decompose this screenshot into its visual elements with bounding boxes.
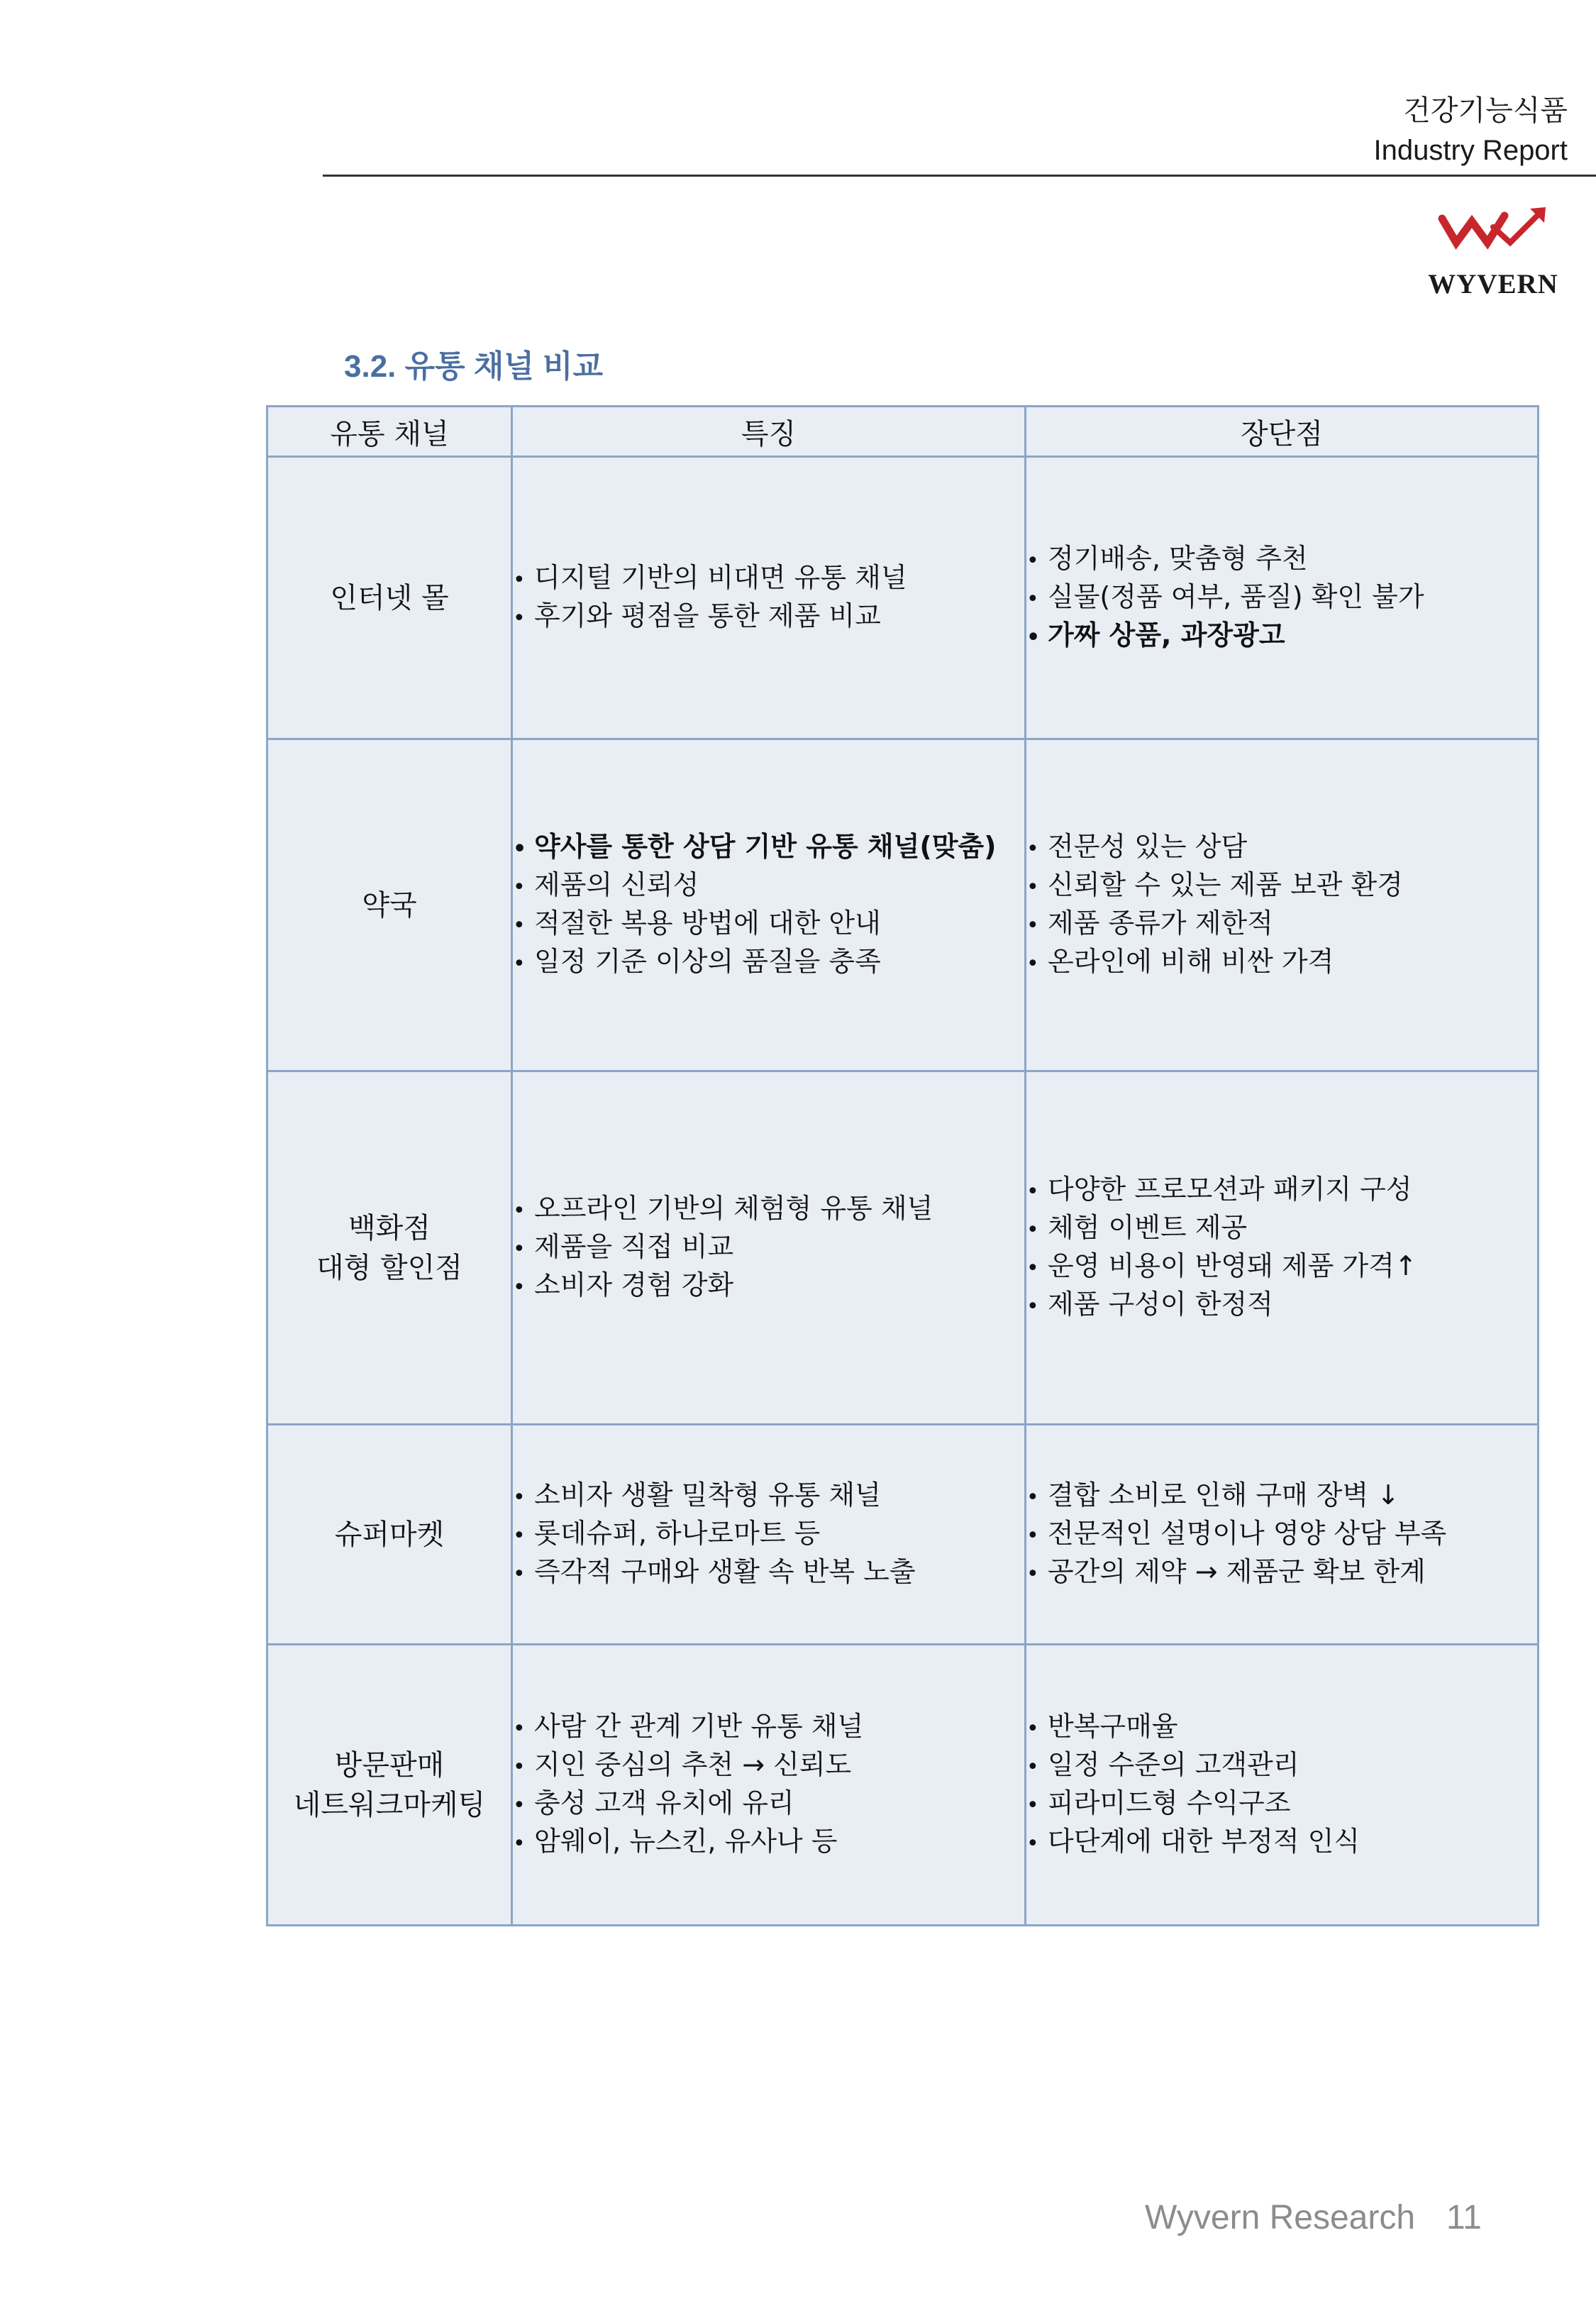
features-cell [512, 1425, 1026, 1645]
bullet-text: 소비자 생활 밀착형 유통 채널 [534, 1479, 881, 1511]
bullet-text: 일정 수준의 고객관리 [1048, 1748, 1299, 1780]
bullet-item [513, 560, 1024, 598]
table-row [267, 1645, 1539, 1926]
logo-wordmark: WYVERN [1428, 269, 1558, 299]
bullet-item [1026, 1248, 1537, 1286]
channel-name-line: 백화점 [348, 1211, 431, 1245]
channel-cell [267, 457, 512, 739]
bullet-list [513, 560, 1024, 636]
bullet-item [513, 1554, 1024, 1592]
bullet-list [1026, 829, 1537, 982]
bullet-list [1026, 1709, 1537, 1862]
report-header [1374, 91, 1568, 170]
bullet-text: 실물(정품 여부, 품질) 확인 불가 [1048, 580, 1424, 612]
bullet-list [513, 1477, 1024, 1592]
bullet-item [1026, 905, 1537, 944]
bullet-text: 정기배송, 맞춤형 추천 [1048, 542, 1308, 574]
bullet-item [1026, 1824, 1537, 1862]
bullet-text: 일정 기준 이상의 품질을 충족 [534, 945, 881, 977]
wyvern-logo [1415, 206, 1571, 305]
bullet-item [1026, 944, 1537, 982]
bullet-item [1026, 1785, 1537, 1824]
bullet-item [1026, 1171, 1537, 1210]
distribution-channel-table [266, 405, 1539, 1926]
column-header-channel: 유통 채널 [267, 407, 512, 457]
bullet-list [513, 1191, 1024, 1306]
bullet-text: 다양한 프로모션과 패키지 구성 [1048, 1173, 1412, 1205]
pros-cons-cell [1026, 1645, 1539, 1926]
footer-brand: Wyvern Research [1145, 2199, 1416, 2236]
channel-cell [267, 1645, 512, 1926]
pros-cons-cell [1026, 1071, 1539, 1425]
bullet-item [1026, 1747, 1537, 1785]
bullet-item [513, 829, 1024, 867]
features-cell [512, 739, 1026, 1071]
bullet-item [513, 1267, 1024, 1306]
bullet-item [1026, 617, 1537, 656]
bullet-item [513, 1516, 1024, 1554]
channel-name-line: 대형 할인점 [316, 1251, 462, 1284]
pros-cons-cell [1026, 739, 1539, 1071]
bullet-item [1026, 1709, 1537, 1747]
bullet-text: 제품의 신뢰성 [534, 868, 699, 900]
pros-cons-cell [1026, 1425, 1539, 1645]
bullet-text: 제품을 직접 비교 [534, 1230, 734, 1262]
page-number: 11 [1446, 2199, 1482, 2236]
section-title: 3.2. 유통 채널 비교 [344, 349, 604, 384]
bullet-text: 온라인에 비해 비싼 가격 [1048, 945, 1334, 977]
table-body [267, 457, 1539, 1926]
bullet-item [513, 1477, 1024, 1516]
bullet-text: 제품 종류가 제한적 [1048, 907, 1273, 939]
bullet-item [1026, 1554, 1537, 1592]
channel-name-line: 슈퍼마켓 [334, 1518, 445, 1551]
bullet-text: 암웨이, 뉴스킨, 유사나 등 [534, 1825, 838, 1857]
channel-name-line: 약국 [362, 888, 417, 922]
bullet-text: 사람 간 관계 기반 유통 채널 [534, 1710, 864, 1742]
bullet-text: 즉각적 구매와 생활 속 반복 노출 [534, 1555, 916, 1587]
bullet-item [1026, 579, 1537, 617]
bullet-item [1026, 1516, 1537, 1554]
bullet-text: 소비자 경험 강화 [534, 1269, 734, 1301]
bullet-item [513, 1747, 1024, 1785]
bullet-text: 전문적인 설명이나 영양 상담 부족 [1048, 1517, 1447, 1549]
bullet-list [1026, 1171, 1537, 1325]
bullet-list [1026, 1477, 1537, 1592]
bullet-list [513, 829, 1024, 982]
pros-cons-cell [1026, 457, 1539, 739]
bullet-text: 디지털 기반의 비대면 유통 채널 [534, 561, 907, 593]
bullet-text: 전문성 있는 상담 [1048, 830, 1248, 862]
bullet-item [513, 1824, 1024, 1862]
bullet-item [1026, 829, 1537, 867]
bullet-list [513, 1709, 1024, 1862]
channel-cell [267, 1071, 512, 1425]
column-header-features: 특징 [512, 407, 1026, 457]
bullet-item [1026, 1477, 1537, 1516]
bullet-text: 지인 중심의 추천 → 신뢰도 [534, 1748, 852, 1780]
bullet-text: 제품 구성이 한정적 [1048, 1288, 1273, 1320]
bullet-text: 후기와 평점을 통한 제품 비교 [534, 600, 881, 631]
bullet-text: 가짜 상품, 과장광고 [1048, 619, 1285, 651]
column-header-pros-cons: 장단점 [1026, 407, 1539, 457]
bullet-item [513, 867, 1024, 905]
bullet-item [513, 905, 1024, 944]
table-header-row [267, 407, 1539, 457]
table-row [267, 739, 1539, 1071]
features-cell [512, 457, 1026, 739]
bullet-list [1026, 541, 1537, 656]
bullet-text: 신뢰할 수 있는 제품 보관 환경 [1048, 868, 1403, 900]
table-row [267, 1425, 1539, 1645]
bullet-item [1026, 867, 1537, 905]
channel-name-line: 방문판매 [334, 1748, 445, 1782]
channel-cell [267, 739, 512, 1071]
bullet-text: 피라미드형 수익구조 [1048, 1787, 1291, 1819]
bullet-item [1026, 541, 1537, 579]
bullet-item [513, 1191, 1024, 1229]
header-divider [323, 175, 1596, 177]
table-row [267, 457, 1539, 739]
features-cell [512, 1071, 1026, 1425]
bullet-text: 롯데슈퍼, 하나로마트 등 [534, 1517, 821, 1549]
bullet-text: 공간의 제약 → 제품군 확보 한계 [1048, 1555, 1426, 1587]
bullet-text: 결합 소비로 인해 구매 장벽 ↓ [1048, 1479, 1400, 1511]
bullet-text: 적절한 복용 방법에 대한 안내 [534, 907, 881, 939]
bullet-text: 다단계에 대한 부정적 인식 [1048, 1825, 1361, 1857]
bullet-text: 체험 이벤트 제공 [1048, 1211, 1248, 1243]
header-category: 건강기능식품 [1403, 95, 1568, 126]
bullet-item [513, 1229, 1024, 1267]
bullet-item [1026, 1286, 1537, 1325]
bullet-text: 충성 고객 유치에 유리 [534, 1787, 794, 1819]
bullet-text: 오프라인 기반의 체험형 유통 채널 [534, 1192, 933, 1224]
channel-cell [267, 1425, 512, 1645]
table-row [267, 1071, 1539, 1425]
features-cell [512, 1645, 1026, 1926]
channel-name-line: 네트워크마케팅 [293, 1788, 486, 1821]
bullet-text: 반복구매율 [1048, 1710, 1178, 1742]
bullet-item [513, 1709, 1024, 1747]
bullet-text: 약사를 통한 상담 기반 유통 채널(맞춤) [534, 830, 997, 862]
bullet-item [513, 598, 1024, 636]
bullet-item [1026, 1210, 1537, 1248]
bullet-text: 운영 비용이 반영돼 제품 가격↑ [1048, 1249, 1417, 1281]
wyvern-logo-icon [1436, 206, 1550, 263]
page-footer [1145, 2198, 1482, 2237]
bullet-item [513, 1785, 1024, 1824]
bullet-item [513, 944, 1024, 982]
header-report-type: Industry Report [1373, 135, 1568, 166]
channel-name-line: 인터넷 몰 [330, 581, 449, 614]
